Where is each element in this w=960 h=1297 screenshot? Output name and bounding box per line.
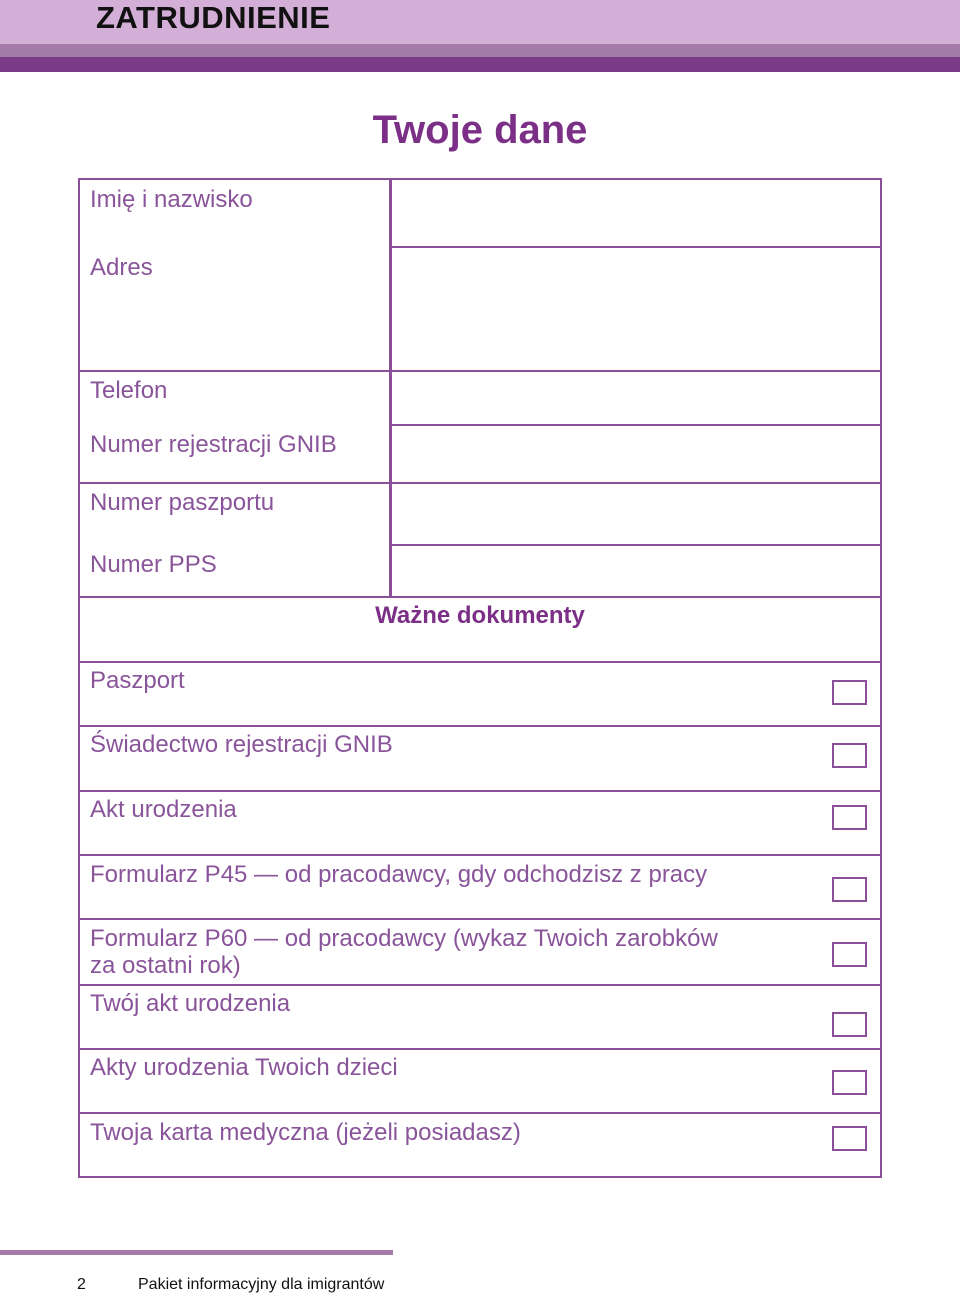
checkbox-p60[interactable] xyxy=(832,942,867,967)
pps-number-input[interactable] xyxy=(392,546,880,596)
checkbox-medical-card[interactable] xyxy=(832,1126,867,1151)
label-gnib: Numer rejestracji GNIB xyxy=(90,431,337,458)
doc-label: Twój akt urodzenia xyxy=(90,990,291,1017)
row-divider xyxy=(80,918,880,920)
address-input[interactable] xyxy=(392,248,880,370)
doc-label: Twoja karta medyczna (jeżeli posiadasz) xyxy=(90,1119,521,1146)
label-address: Adres xyxy=(90,254,153,281)
checkbox-birth-certificate[interactable] xyxy=(832,805,867,830)
gnib-number-input[interactable] xyxy=(392,426,880,482)
doc-label: Świadectwo rejestracji GNIB xyxy=(90,731,393,758)
name-input[interactable] xyxy=(392,180,880,246)
doc-label: Formularz P45 — od pracodawcy, gdy odchodzisz z pracy xyxy=(90,861,708,888)
row-divider xyxy=(80,854,880,856)
doc-label: Akt urodzenia xyxy=(90,796,237,823)
label-passport-number: Numer paszportu xyxy=(90,489,275,516)
footer-text: Pakiet informacyjny dla imigrantów xyxy=(138,1276,385,1293)
row-divider xyxy=(80,725,880,727)
page-number: 2 xyxy=(77,1276,86,1293)
passport-number-input[interactable] xyxy=(392,484,880,544)
checkbox-gnib-certificate[interactable] xyxy=(832,743,867,768)
doc-label: Formularz P60 — od pracodawcy (wykaz Twoich zarobków xyxy=(90,925,718,952)
row-divider xyxy=(80,1048,880,1050)
section-title: ZATRUDNIENIE xyxy=(96,0,331,35)
doc-label: za ostatni rok) xyxy=(90,952,241,979)
checkbox-p45[interactable] xyxy=(832,877,867,902)
checkbox-your-birth-certificate[interactable] xyxy=(832,1012,867,1037)
label-pps: Numer PPS xyxy=(90,551,217,578)
doc-label: Akty urodzenia Twoich dzieci xyxy=(90,1054,398,1081)
row-divider xyxy=(80,596,880,598)
doc-label: Paszport xyxy=(90,667,185,694)
header-stripe-dark xyxy=(0,57,960,72)
checkbox-passport[interactable] xyxy=(832,680,867,705)
header-stripe-light xyxy=(0,44,960,57)
footer-line xyxy=(0,1250,393,1255)
personal-data-form xyxy=(78,178,882,1178)
row-divider xyxy=(80,790,880,792)
label-name: Imię i nazwisko xyxy=(90,186,253,213)
checkbox-children-birth-certificates[interactable] xyxy=(832,1070,867,1095)
documents-heading: Ważne dokumenty xyxy=(375,602,585,629)
page-title: Twoje dane xyxy=(372,108,588,152)
label-phone: Telefon xyxy=(90,377,168,404)
phone-input[interactable] xyxy=(392,372,880,424)
row-divider xyxy=(80,1112,880,1114)
row-divider xyxy=(80,661,880,663)
row-divider xyxy=(80,984,880,986)
